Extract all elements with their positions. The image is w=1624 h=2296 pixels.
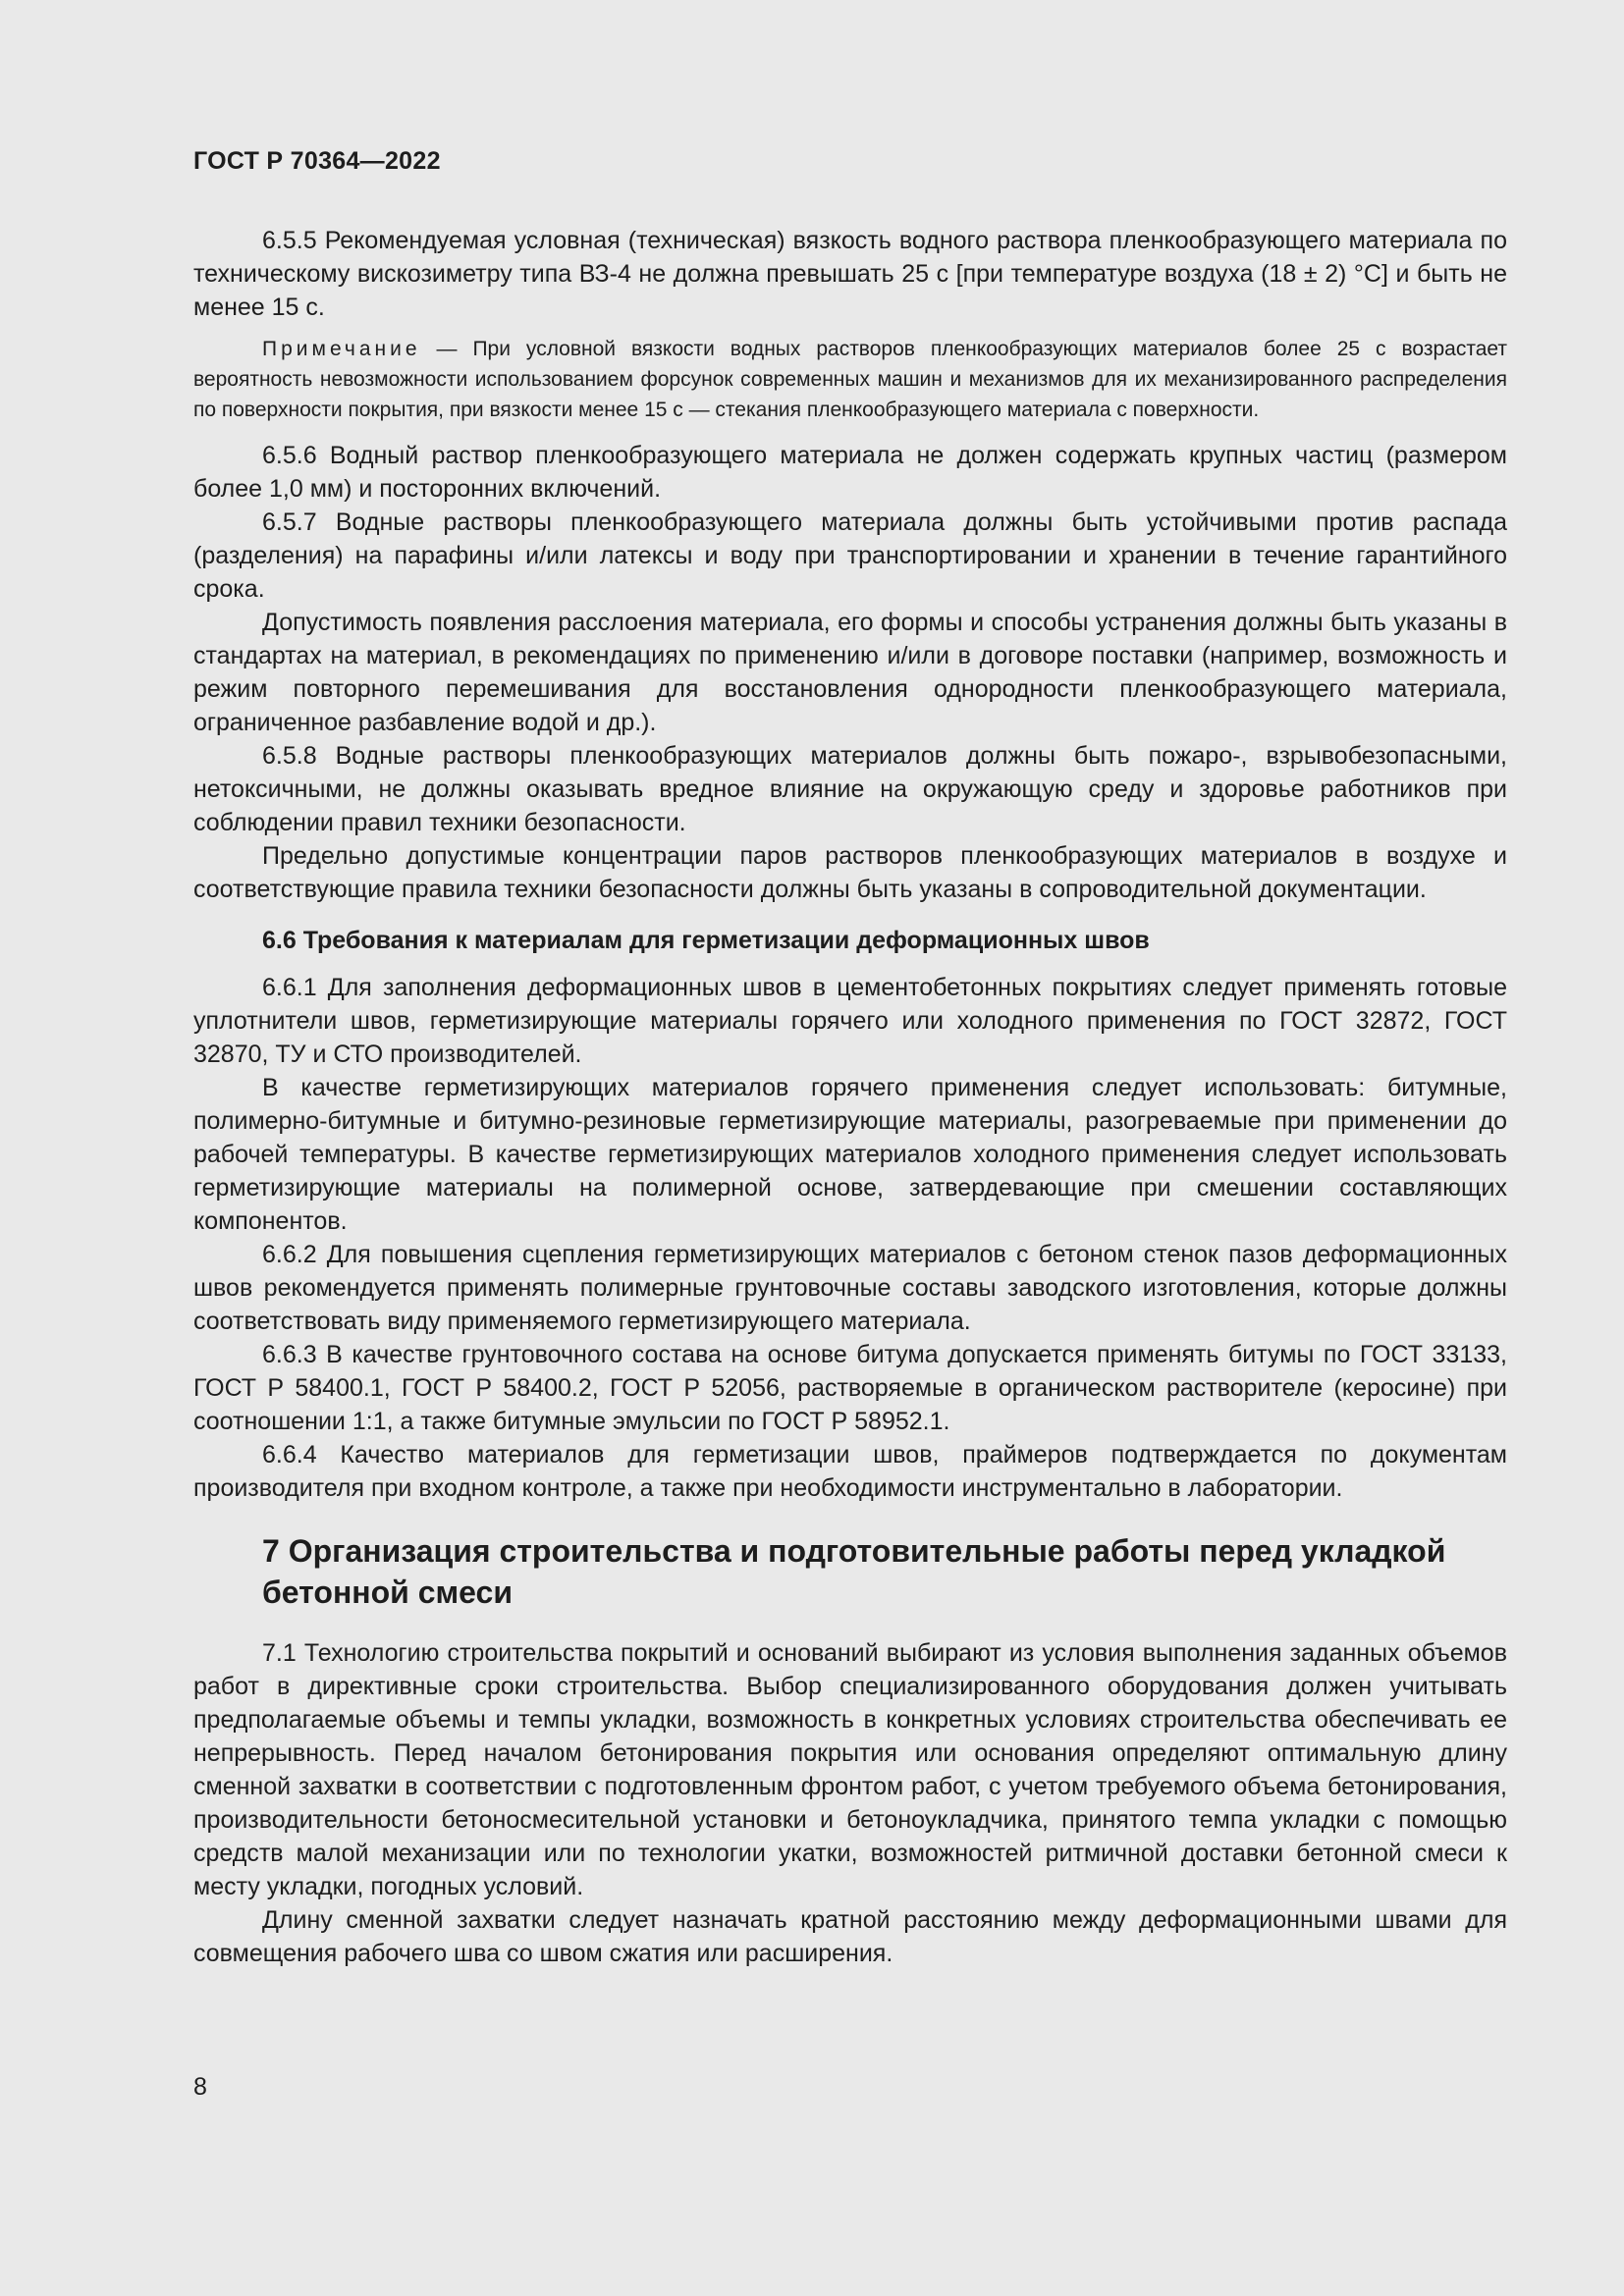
paragraph-6-5-6: 6.5.6 Водный раствор пленкообразующего материала не должен содержать крупных частиц (размером более 1,0 мм) и посторонних включений. xyxy=(193,442,1507,503)
paragraph-6-5-7: 6.5.7 Водные растворы пленкообразующего материала должны быть устойчивыми против распада (разделения) на парафины и/или латексы и воду при транспортировании и хранении в течение гарантийного срока. xyxy=(193,508,1507,603)
subsection-heading-6-6: 6.6 Требования к материалам для герметизации деформационных швов xyxy=(262,927,1150,954)
paragraph-7-1-continued: Длину сменной захватки следует назначать кратной расстоянию между деформационными швами для совмещения рабочего шва со швом сжатия или расширения. xyxy=(193,1906,1507,1967)
paragraph-7-1: 7.1 Технологию строительства покрытий и оснований выбирают из условия выполнения заданных объемов работ в директивные сроки строительства. Выбор специализированного оборудования должен учитывать предполагаемые объемы и темпы укладки, возможность в конкретных условиях строительства обеспечивать ее непрерывность. Перед началом бетонирования покрытия или основания определяют оптимальную длину сменной захватки в соответствии с подготовленным фронтом работ, с учетом требуемого объема бетонирования, производительности бетоносмесительной установки и бетоноукладчика, принятого темпа укладки с помощью средств малой механизации или по технологии укатки, возможностей ритмичной доставки бетонной смеси к месту укладки, погодных условий. xyxy=(193,1639,1507,1900)
page-number: 8 xyxy=(193,2073,207,2101)
paragraph-6-5-5: 6.5.5 Рекомендуемая условная (техническая) вязкость водного раствора пленкообразующего материала по техническому вискозиметру типа ВЗ-4 не должна превышать 25 с [при температуре воздуха (18 ± 2) °C] и быть не менее 15 с. xyxy=(193,227,1507,321)
note-label: Примечание xyxy=(262,338,421,360)
section-heading-7: 7 Организация строительства и подготовительные работы перед укладкой бетонной смеси xyxy=(262,1533,1446,1610)
note-text: — При условной вязкости водных растворов пленкообразующих материалов более 25 с возрастает вероятность невозможности использованием форсунок современных машин и механизмов для их механизированного распределения по поверхности покрытия, при вязкости менее 15 с — стекания пленкообразующего материала с поверхности. xyxy=(193,338,1507,421)
document-body xyxy=(193,224,1507,1970)
paragraph-6-6-1-continued: В качестве герметизирующих материалов горячего применения следует использовать: битумные, полимерно-битумные и битумно-резиновые герметизирующие материалы, разогреваемые при применении до рабочей температуры. В качестве герметизирующих материалов холодного применения следует использовать герметизирующие материалы на полимерной основе, затвердевающие при смешении составляющих компонентов. xyxy=(193,1074,1507,1235)
document-header: ГОСТ Р 70364—2022 xyxy=(193,147,441,175)
paragraph-6-6-4: 6.6.4 Качество материалов для герметизации швов, праймеров подтверждается по документам производителя при входном контроле, а также при необходимости инструментально в лаборатории. xyxy=(193,1441,1507,1502)
paragraph-6-6-2: 6.6.2 Для повышения сцепления герметизирующих материалов с бетоном стенок пазов деформационных швов рекомендуется применять полимерные грунтовочные составы заводского изготовления, которые должны соответствовать виду применяемого герметизирующего материала. xyxy=(193,1241,1507,1335)
paragraph-6-6-1: 6.6.1 Для заполнения деформационных швов в цементобетонных покрытиях следует применять готовые уплотнители швов, герметизирующие материалы горячего или холодного применения по ГОСТ 32872, ГОСТ 32870, ТУ и СТО производителей. xyxy=(193,974,1507,1068)
paragraph-6-5-7-continued: Допустимость появления расслоения материала, его формы и способы устранения должны быть указаны в стандартах на материал, в рекомендациях по применению и/или в договоре поставки (например, возможность и режим повторного перемешивания для восстановления однородности пленкообразующего материала, ограниченное разбавление водой и др.). xyxy=(193,609,1507,736)
paragraph-6-5-8: 6.5.8 Водные растворы пленкообразующих материалов должны быть пожаро-, взрывобезопасными, нетоксичными, не должны оказывать вредное влияние на окружающую среду и здоровье работников при соблюдении правил техники безопасности. xyxy=(193,742,1507,836)
note xyxy=(193,334,1507,425)
paragraph-6-5-8-continued: Предельно допустимые концентрации паров растворов пленкообразующих материалов в воздухе и соответствующие правила техники безопасности должны быть указаны в сопроводительной документации. xyxy=(193,842,1507,903)
paragraph-6-6-3: 6.6.3 В качестве грунтовочного состава на основе битума допускается применять битумы по ГОСТ 33133, ГОСТ Р 58400.1, ГОСТ Р 58400.2, ГОСТ Р 52056, растворяемые в органическом растворителе (керосине) при соотношении 1:1, а также битумные эмульсии по ГОСТ Р 58952.1. xyxy=(193,1341,1507,1435)
